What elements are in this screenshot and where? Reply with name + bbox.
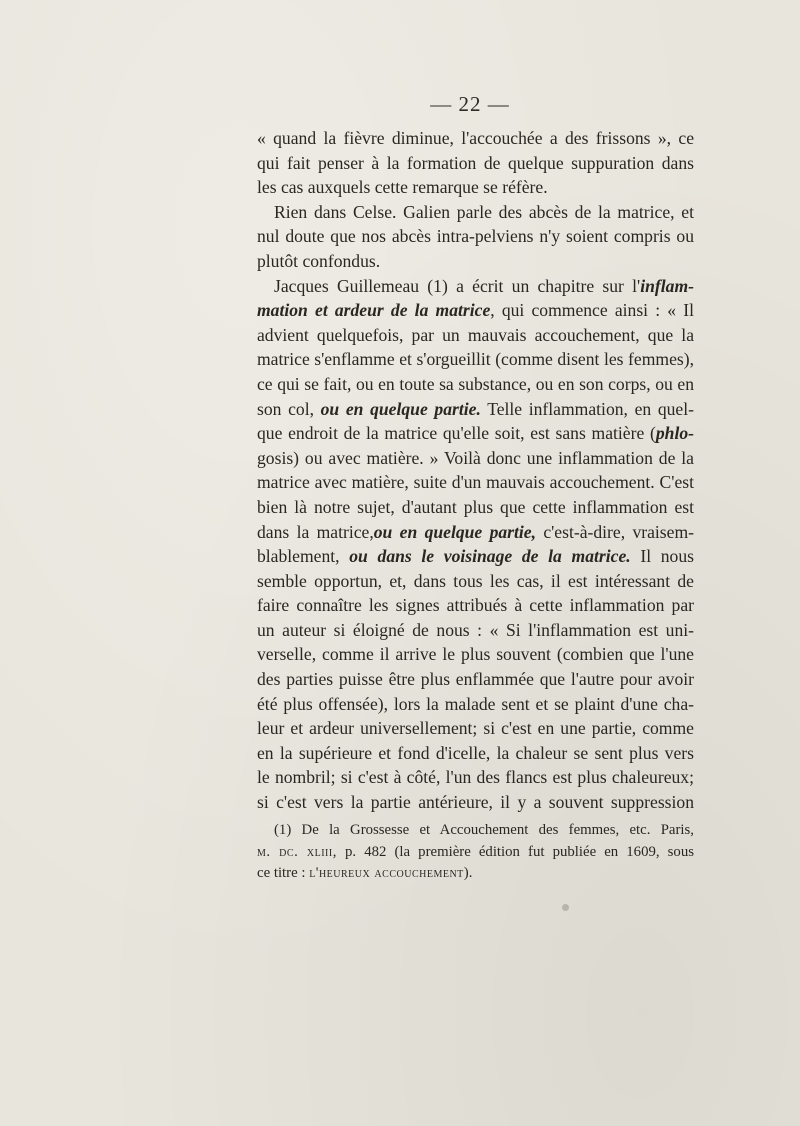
text-line: verselle, comme il arrive le plus souvent (combien que l'une	[257, 644, 694, 665]
page-number: — 22 —	[430, 92, 510, 116]
text-line: les cas auxquels cette remarque se réfère.	[257, 177, 548, 198]
footnote-line	[257, 842, 694, 864]
italic-segment: ou dans le voisinage de la matrice.	[339, 546, 631, 567]
text-line: des parties puisse être plus enflammée que l'autre pour avoir	[257, 669, 694, 690]
text-line: matrice s'enflamme et s'orgueillit (comme disent les femmes),	[257, 349, 694, 370]
body-text	[257, 126, 694, 815]
text-line: « quand la fièvre diminue, l'accouchée a des frissons », ce	[257, 128, 694, 148]
text-line: en la supérieure et fond d'icelle, la chaleur se sent plus vers	[257, 742, 694, 763]
italic-segment: ou en quelque partie.	[313, 398, 481, 419]
line-segment: ce titre :	[257, 865, 310, 881]
small-caps-segment: l'heureux accouchement	[309, 865, 464, 881]
text-line: été plus offensée), lors la malade sent et se plaint d'une cha-	[257, 693, 694, 714]
footnote-line: (1) De la Grossesse et Accouchement des femmes, etc. Paris,	[274, 822, 694, 838]
line-segment: Il nous	[630, 546, 694, 567]
line-segment: dans la matrice,	[257, 521, 374, 542]
text-line: semble opportun, et, dans tous les cas, il est intéressant de	[257, 570, 694, 591]
paper-speck	[562, 904, 569, 911]
line-segment: Telle inflammation, en quel-	[480, 398, 694, 419]
text-line: le nombril; si c'est à côté, l'un des flancs est plus chaleureux;	[257, 767, 694, 788]
text-line: faire connaître les signes attribués à cette inflammation par	[257, 595, 694, 616]
text-line: un auteur si éloigné de nous : « Si l'inflammation est uni-	[257, 619, 694, 640]
line-segment: p. 482 (la première édition fut publiée en 1609, sous	[336, 843, 694, 860]
footnote	[257, 820, 694, 885]
text-line: ce qui se fait, ou en toute sa substance, ou en son corps, ou en	[257, 373, 694, 394]
text-line: qui fait penser à la formation de quelque suppuration dans	[257, 152, 694, 173]
text-line: leur et ardeur universellement; si c'est en une partie, comme	[257, 718, 694, 739]
text-line	[257, 397, 694, 422]
italic-segment: phlo-	[655, 423, 694, 444]
text-line	[257, 421, 694, 446]
italic-segment: mation et ardeur de la matrice	[257, 300, 491, 321]
text-line: matrice avec matière, suite d'un mauvais accouchement. C'est	[257, 472, 694, 493]
line-segment: ).	[463, 865, 473, 881]
italic-segment: inflam-	[640, 275, 694, 296]
line-segment: c'est-à-dire, vraisem-	[536, 521, 695, 542]
small-caps-segment: m. dc. xliii,	[257, 843, 337, 860]
text-line: Rien dans Celse. Galien parle des abcès de la matrice, et	[274, 201, 694, 222]
line-segment: que endroit de la matrice qu'elle soit, est sans matière (	[257, 423, 656, 444]
text-line: nul doute que nos abcès intra-pelviens n'y soient compris ou	[257, 226, 694, 247]
text-line	[257, 544, 694, 569]
footnote-line	[257, 863, 694, 885]
italic-segment: ou en quelque partie,	[373, 521, 536, 542]
text-line: si c'est vers la partie antérieure, il y a souvent suppression	[257, 792, 694, 813]
text-line: advient quelquefois, par un mauvais accouchement, que la	[257, 324, 694, 345]
text-line	[257, 274, 694, 299]
line-segment: son col,	[257, 398, 314, 419]
text-line: bien là notre sujet, d'autant plus que cette inflammation est	[257, 496, 694, 517]
text-line: plutôt confondus.	[257, 250, 381, 271]
text-line	[257, 520, 694, 545]
line-segment: Jacques Guillemeau (1) a écrit un chapitre sur l'	[274, 275, 641, 296]
line-segment: blablement,	[257, 546, 340, 567]
text-line: gosis) ou avec matière. » Voilà donc une inflammation de la	[257, 447, 694, 468]
line-segment: , qui commence ainsi : « Il	[490, 300, 694, 321]
text-line	[257, 298, 694, 323]
